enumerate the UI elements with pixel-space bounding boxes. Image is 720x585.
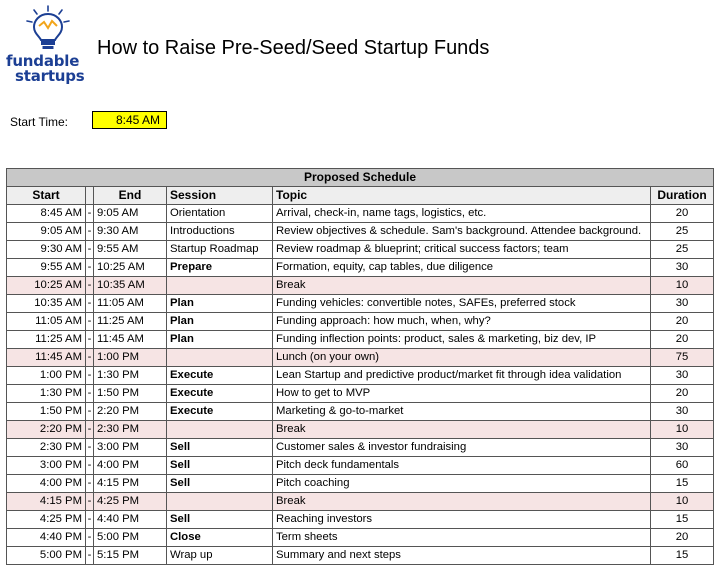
end-cell[interactable]: 11:45 AM [94, 331, 167, 349]
dash-cell[interactable]: - [86, 241, 94, 259]
duration-cell[interactable]: 30 [651, 403, 714, 421]
duration-cell[interactable]: 20 [651, 313, 714, 331]
session-cell[interactable]: Prepare [167, 259, 273, 277]
topic-cell[interactable]: Pitch coaching [273, 475, 651, 493]
end-cell[interactable]: 2:30 PM [94, 421, 167, 439]
table-row [7, 367, 714, 385]
start-cell[interactable]: 4:40 PM [7, 529, 86, 547]
session-cell[interactable]: Introductions [167, 223, 273, 241]
topic-cell[interactable]: Break [273, 421, 651, 439]
dash-cell[interactable]: - [86, 259, 94, 277]
start-cell[interactable]: 4:00 PM [7, 475, 86, 493]
end-cell[interactable]: 1:50 PM [94, 385, 167, 403]
dash-cell[interactable]: - [86, 385, 94, 403]
duration-cell[interactable]: 10 [651, 421, 714, 439]
topic-cell[interactable]: Customer sales & investor fundraising [273, 439, 651, 457]
session-cell[interactable]: Sell [167, 475, 273, 493]
column-header-topic: Topic [273, 187, 651, 205]
duration-cell[interactable]: 30 [651, 439, 714, 457]
start-cell[interactable]: 9:55 AM [7, 259, 86, 277]
topic-cell[interactable]: Funding inflection points: product, sales & marketing, biz dev, IP [273, 331, 651, 349]
topic-cell[interactable]: Lean Startup and predictive product/market fit through idea validation [273, 367, 651, 385]
column-header-session: Session [167, 187, 273, 205]
end-cell[interactable]: 5:00 PM [94, 529, 167, 547]
page-title: How to Raise Pre-Seed/Seed Startup Funds [97, 37, 490, 59]
table-row [7, 547, 714, 565]
topic-cell[interactable]: Arrival, check-in, name tags, logistics, etc. [273, 205, 651, 223]
duration-cell[interactable]: 20 [651, 205, 714, 223]
duration-cell[interactable]: 20 [651, 529, 714, 547]
table-row [7, 241, 714, 259]
dash-cell[interactable]: - [86, 475, 94, 493]
session-cell[interactable] [167, 493, 273, 511]
end-cell[interactable]: 1:00 PM [94, 349, 167, 367]
start-cell[interactable]: 10:35 AM [7, 295, 86, 313]
dash-cell[interactable]: - [86, 205, 94, 223]
start-time-label: Start Time: [10, 115, 69, 129]
schedule-caption: Proposed Schedule [7, 169, 714, 187]
table-row-break [7, 349, 714, 367]
session-cell[interactable]: Startup Roadmap [167, 241, 273, 259]
dash-cell[interactable]: - [86, 331, 94, 349]
dash-cell[interactable]: - [86, 457, 94, 475]
schedule-caption-row [7, 169, 714, 187]
end-cell[interactable]: 4:40 PM [94, 511, 167, 529]
session-cell[interactable]: Sell [167, 457, 273, 475]
start-cell[interactable]: 9:30 AM [7, 241, 86, 259]
end-cell[interactable]: 4:00 PM [94, 457, 167, 475]
duration-cell[interactable]: 10 [651, 277, 714, 295]
end-cell[interactable]: 5:15 PM [94, 547, 167, 565]
start-cell[interactable]: 10:25 AM [7, 277, 86, 295]
dash-cell[interactable]: - [86, 223, 94, 241]
start-cell[interactable]: 4:25 PM [7, 511, 86, 529]
end-cell[interactable]: 11:25 AM [94, 313, 167, 331]
duration-cell[interactable]: 20 [651, 331, 714, 349]
table-row [7, 205, 714, 223]
topic-cell[interactable]: Term sheets [273, 529, 651, 547]
end-cell[interactable]: 4:25 PM [94, 493, 167, 511]
logo-line-1: fundable [6, 52, 80, 70]
table-row [7, 403, 714, 421]
duration-cell[interactable]: 15 [651, 475, 714, 493]
table-row [7, 313, 714, 331]
dash-cell[interactable]: - [86, 547, 94, 565]
duration-cell[interactable]: 15 [651, 547, 714, 565]
session-cell[interactable]: Sell [167, 439, 273, 457]
topic-cell[interactable]: Break [273, 277, 651, 295]
dash-cell[interactable]: - [86, 439, 94, 457]
topic-cell[interactable]: Pitch deck fundamentals [273, 457, 651, 475]
start-cell[interactable]: 8:45 AM [7, 205, 86, 223]
dash-cell[interactable]: - [86, 511, 94, 529]
dash-cell[interactable]: - [86, 349, 94, 367]
topic-cell[interactable]: Marketing & go-to-market [273, 403, 651, 421]
session-cell[interactable]: Sell [167, 511, 273, 529]
session-cell[interactable]: Orientation [167, 205, 273, 223]
session-cell[interactable] [167, 349, 273, 367]
session-cell[interactable]: Plan [167, 295, 273, 313]
column-header-duration: Duration [651, 187, 714, 205]
topic-cell[interactable]: How to get to MVP [273, 385, 651, 403]
end-cell[interactable]: 9:05 AM [94, 205, 167, 223]
topic-cell[interactable]: Funding approach: how much, when, why? [273, 313, 651, 331]
topic-cell[interactable]: Break [273, 493, 651, 511]
topic-cell[interactable]: Funding vehicles: convertible notes, SAFEs, preferred stock [273, 295, 651, 313]
duration-cell[interactable]: 30 [651, 295, 714, 313]
start-cell[interactable]: 5:00 PM [7, 547, 86, 565]
duration-cell[interactable]: 30 [651, 259, 714, 277]
dash-cell[interactable]: - [86, 367, 94, 385]
topic-cell[interactable]: Summary and next steps [273, 547, 651, 565]
session-cell[interactable]: Plan [167, 331, 273, 349]
start-time-cell[interactable]: 8:45 AM [92, 111, 167, 129]
table-row [7, 439, 714, 457]
dash-cell[interactable]: - [86, 295, 94, 313]
duration-cell[interactable]: 60 [651, 457, 714, 475]
dash-cell[interactable]: - [86, 493, 94, 511]
session-cell[interactable] [167, 421, 273, 439]
end-cell[interactable]: 11:05 AM [94, 295, 167, 313]
duration-cell[interactable]: 30 [651, 367, 714, 385]
end-cell[interactable]: 3:00 PM [94, 439, 167, 457]
duration-cell[interactable]: 25 [651, 241, 714, 259]
dash-cell[interactable]: - [86, 421, 94, 439]
table-row [7, 457, 714, 475]
session-cell[interactable]: Execute [167, 367, 273, 385]
schedule-table [6, 168, 714, 565]
column-header-row [7, 187, 714, 205]
table-row [7, 529, 714, 547]
table-row-break [7, 493, 714, 511]
topic-cell[interactable]: Reaching investors [273, 511, 651, 529]
duration-cell[interactable]: 20 [651, 385, 714, 403]
start-cell[interactable]: 2:30 PM [7, 439, 86, 457]
end-cell[interactable]: 10:25 AM [94, 259, 167, 277]
session-cell[interactable]: Plan [167, 313, 273, 331]
end-cell[interactable]: 9:30 AM [94, 223, 167, 241]
topic-cell[interactable]: Review roadmap & blueprint; critical success factors; team [273, 241, 651, 259]
lightbulb-icon [24, 4, 72, 54]
start-cell[interactable]: 4:15 PM [7, 493, 86, 511]
dash-cell[interactable]: - [86, 529, 94, 547]
table-row [7, 295, 714, 313]
start-cell[interactable]: 3:00 PM [7, 457, 86, 475]
end-cell[interactable]: 4:15 PM [94, 475, 167, 493]
start-cell[interactable]: 1:50 PM [7, 403, 86, 421]
schedule-body [7, 205, 714, 565]
start-cell[interactable]: 11:25 AM [7, 331, 86, 349]
start-cell[interactable]: 1:00 PM [7, 367, 86, 385]
dash-cell[interactable]: - [86, 403, 94, 421]
topic-cell[interactable]: Formation, equity, cap tables, due diligence [273, 259, 651, 277]
logo-text [6, 54, 98, 84]
session-cell[interactable]: Execute [167, 403, 273, 421]
table-row [7, 475, 714, 493]
start-cell[interactable]: 9:05 AM [7, 223, 86, 241]
column-header-dash [86, 187, 94, 205]
topic-cell[interactable]: Review objectives & schedule. Sam's background. Attendee background. [273, 223, 651, 241]
duration-cell[interactable]: 15 [651, 511, 714, 529]
column-header-end: End [94, 187, 167, 205]
start-cell[interactable]: 11:45 AM [7, 349, 86, 367]
start-cell[interactable]: 11:05 AM [7, 313, 86, 331]
table-row [7, 223, 714, 241]
end-cell[interactable]: 10:35 AM [94, 277, 167, 295]
duration-cell[interactable]: 10 [651, 493, 714, 511]
dash-cell[interactable]: - [86, 277, 94, 295]
table-row [7, 259, 714, 277]
end-cell[interactable]: 9:55 AM [94, 241, 167, 259]
column-header-start: Start [7, 187, 86, 205]
duration-cell[interactable]: 25 [651, 223, 714, 241]
table-row-break [7, 421, 714, 439]
table-row [7, 385, 714, 403]
session-cell[interactable]: Execute [167, 385, 273, 403]
end-cell[interactable]: 2:20 PM [94, 403, 167, 421]
table-row [7, 511, 714, 529]
logo-line-2: startups [15, 67, 85, 85]
dash-cell[interactable]: - [86, 313, 94, 331]
session-cell[interactable]: Close [167, 529, 273, 547]
end-cell[interactable]: 1:30 PM [94, 367, 167, 385]
session-cell[interactable] [167, 277, 273, 295]
duration-cell[interactable]: 75 [651, 349, 714, 367]
start-cell[interactable]: 2:20 PM [7, 421, 86, 439]
topic-cell[interactable]: Lunch (on your own) [273, 349, 651, 367]
table-row [7, 331, 714, 349]
brand-logo [6, 4, 92, 88]
table-row-break [7, 277, 714, 295]
start-cell[interactable]: 1:30 PM [7, 385, 86, 403]
session-cell[interactable]: Wrap up [167, 547, 273, 565]
